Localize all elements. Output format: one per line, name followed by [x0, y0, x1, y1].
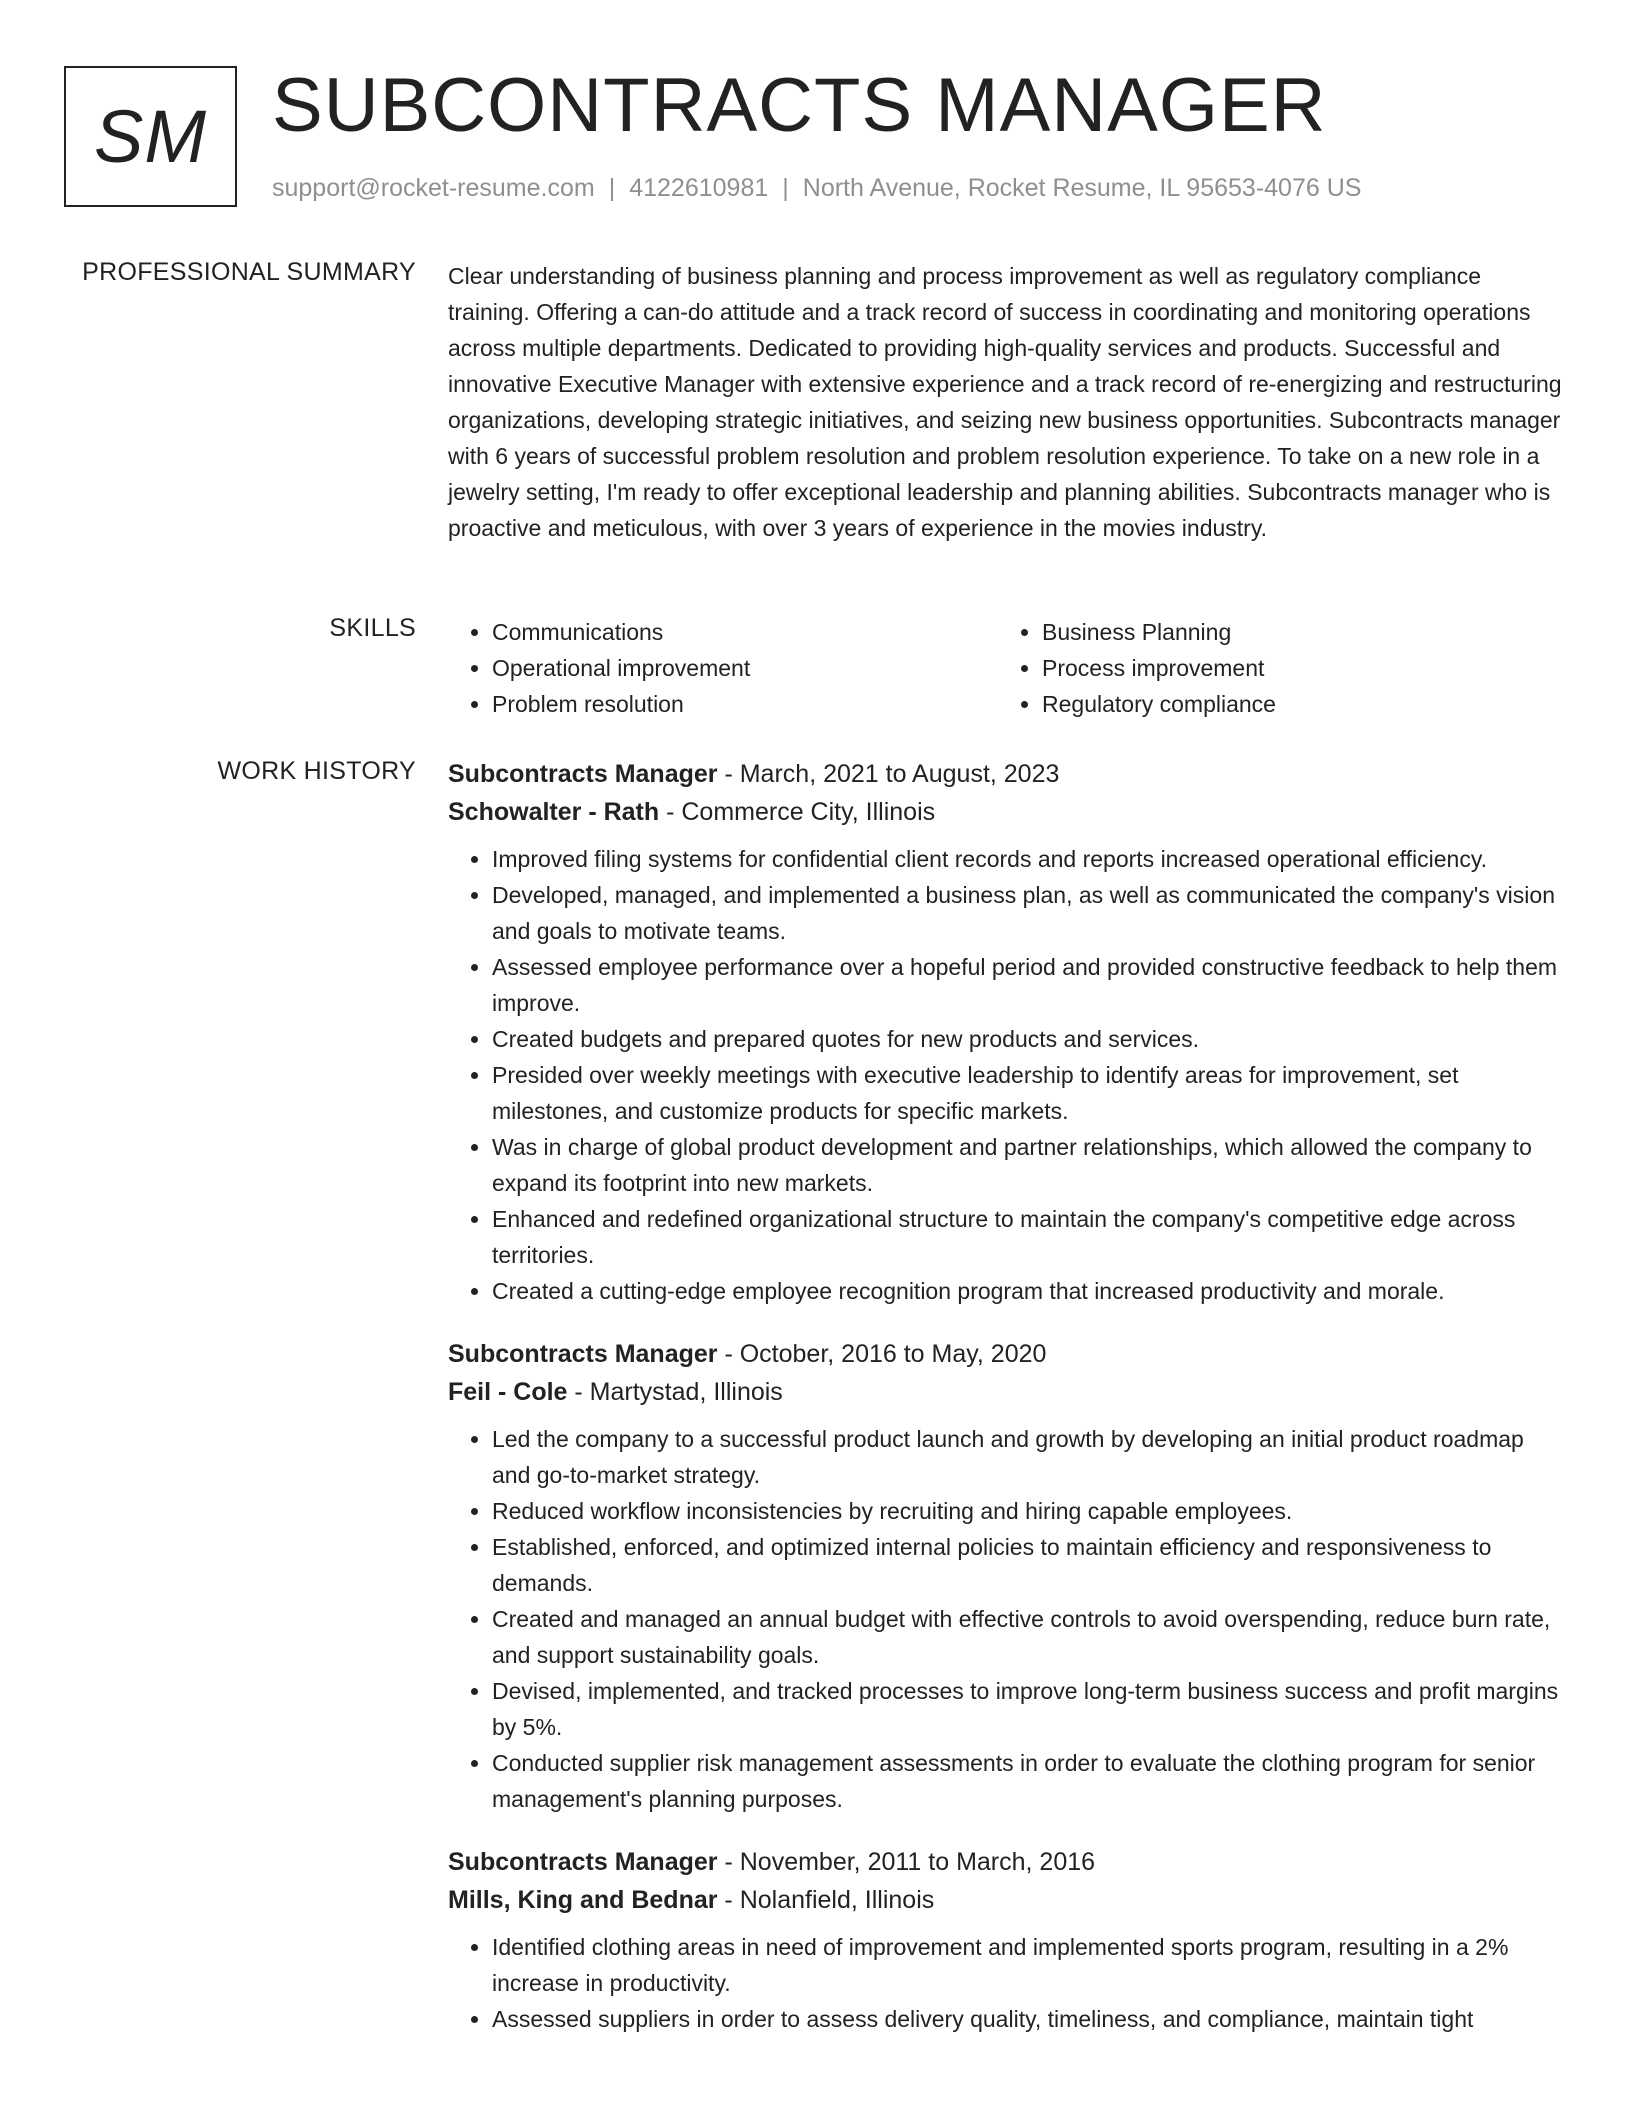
job-company: Schowalter - Rath	[448, 798, 660, 826]
job-company-line	[448, 1881, 1568, 1919]
resume-header	[64, 63, 1568, 210]
job-location: - Commerce City, Illinois	[659, 798, 936, 826]
job-bullet: • Established, enforced, and optimized internal policies to maintain efficiency and responsiveness to demands.	[492, 1529, 1568, 1601]
summary-body	[448, 258, 1568, 546]
skills-body	[448, 614, 1568, 722]
job-location: - Nolanfield, Illinois	[717, 1886, 935, 1914]
contact-line	[272, 174, 1361, 203]
job-bullet: • Reduced workflow inconsistencies by recruiting and hiring capable employees.	[492, 1493, 1568, 1529]
job-company-line	[448, 1373, 1568, 1411]
job-bullet: • Led the company to a successful product launch and growth by developing an initial product roadmap and go-to-market strategy.	[492, 1421, 1568, 1493]
job-title-line	[448, 1843, 1568, 1881]
job-bullets	[448, 841, 1568, 1309]
job-bullet: • Created budgets and prepared quotes for new products and services.	[492, 1021, 1568, 1057]
monogram-badge: SM	[64, 66, 237, 207]
job-bullet: • Devised, implemented, and tracked processes to improve long-term business success and profit margins by 5%.	[492, 1673, 1568, 1745]
job-bullets	[448, 1421, 1568, 1817]
job-bullet: • Presided over weekly meetings with executive leadership to identify areas for improvement, set milestones, and customize products for specific markets.	[492, 1057, 1568, 1129]
skill-item: • Business Planning	[1042, 614, 1592, 650]
job-bullets	[448, 1929, 1568, 2037]
skill-item: • Operational improvement	[492, 650, 1042, 686]
job-bullet: • Created a cutting-edge employee recognition program that increased productivity and morale.	[492, 1273, 1568, 1309]
job-bullet: • Identified clothing areas in need of improvement and implemented sports program, resulting in a 2% increase in productivity.	[492, 1929, 1568, 2001]
job-title-line	[448, 755, 1568, 793]
job-bullet: • Developed, managed, and implemented a business plan, as well as communicated the company's vision and goals to motivate teams.	[492, 877, 1568, 949]
job-bullet: • Conducted supplier risk management assessments in order to evaluate the clothing program for senior management's planning purposes.	[492, 1745, 1568, 1817]
skills-list	[448, 614, 1568, 722]
contact-email[interactable]: support@rocket-resume.com	[272, 174, 595, 202]
job-entry	[448, 1335, 1568, 1817]
job-entry	[448, 1843, 1568, 2037]
skill-item: • Regulatory compliance	[1042, 686, 1592, 722]
job-company: Mills, King and Bednar	[448, 1886, 718, 1914]
job-dates: - October, 2016 to May, 2020	[717, 1340, 1047, 1368]
work-history-body	[448, 755, 1568, 2063]
job-company: Feil - Cole	[448, 1378, 568, 1406]
job-title: Subcontracts Manager	[448, 760, 718, 788]
summary-heading: PROFESSIONAL SUMMARY	[82, 258, 416, 286]
job-dates: - November, 2011 to March, 2016	[717, 1848, 1096, 1876]
job-entry	[448, 755, 1568, 1309]
skill-item: • Problem resolution	[492, 686, 1042, 722]
job-bullet: • Created and managed an annual budget with effective controls to avoid overspending, reduce burn rate, and support sustainability goals.	[492, 1601, 1568, 1673]
contact-separator: |	[782, 174, 789, 202]
job-title-line	[448, 1335, 1568, 1373]
skill-item: • Process improvement	[1042, 650, 1592, 686]
skills-heading: SKILLS	[329, 614, 416, 642]
job-location: - Martystad, Illinois	[567, 1378, 783, 1406]
resume-title: SUBCONTRACTS MANAGER	[272, 63, 1327, 148]
job-bullet: • Enhanced and redefined organizational structure to maintain the company's competitive edge across territories.	[492, 1201, 1568, 1273]
job-bullet: • Improved filing systems for confidential client records and reports increased operational efficiency.	[492, 841, 1568, 877]
work-history-heading: WORK HISTORY	[217, 757, 416, 785]
job-title: Subcontracts Manager	[448, 1340, 718, 1368]
job-title: Subcontracts Manager	[448, 1848, 718, 1876]
job-bullet: • Was in charge of global product development and partner relationships, which allowed the company to expand its footprint into new markets.	[492, 1129, 1568, 1201]
job-bullet: • Assessed employee performance over a hopeful period and provided constructive feedback to help them improve.	[492, 949, 1568, 1021]
job-dates: - March, 2021 to August, 2023	[717, 760, 1060, 788]
job-bullet: • Assessed suppliers in order to assess delivery quality, timeliness, and compliance, maintain tight	[492, 2001, 1568, 2037]
contact-address: North Avenue, Rocket Resume, IL 95653-4076 US	[802, 174, 1362, 202]
contact-separator: |	[608, 174, 616, 202]
summary-text: Clear understanding of business planning and process improvement as well as regulatory compliance training. Offering a can-do attitude and a track record of success in coordinating and monitoring operations across multiple departments. Dedicated to providing high-quality services and products. Successful and innovative Executive Manager with extensive experience and a track record of re-energizing and restructuring organizations, developing strategic initiatives, and seizing new business opportunities. Subcontracts manager with 6 years of successful problem resolution and problem resolution experience. To take on a new role in a jewelry setting, I'm ready to offer exceptional leadership and planning abilities. Subcontracts manager who is proactive and meticulous, with over 3 years of experience in the movies industry.	[448, 263, 1562, 541]
job-company-line	[448, 793, 1568, 831]
contact-phone[interactable]: 4122610981	[629, 174, 769, 202]
skill-item: • Communications	[492, 614, 1042, 650]
